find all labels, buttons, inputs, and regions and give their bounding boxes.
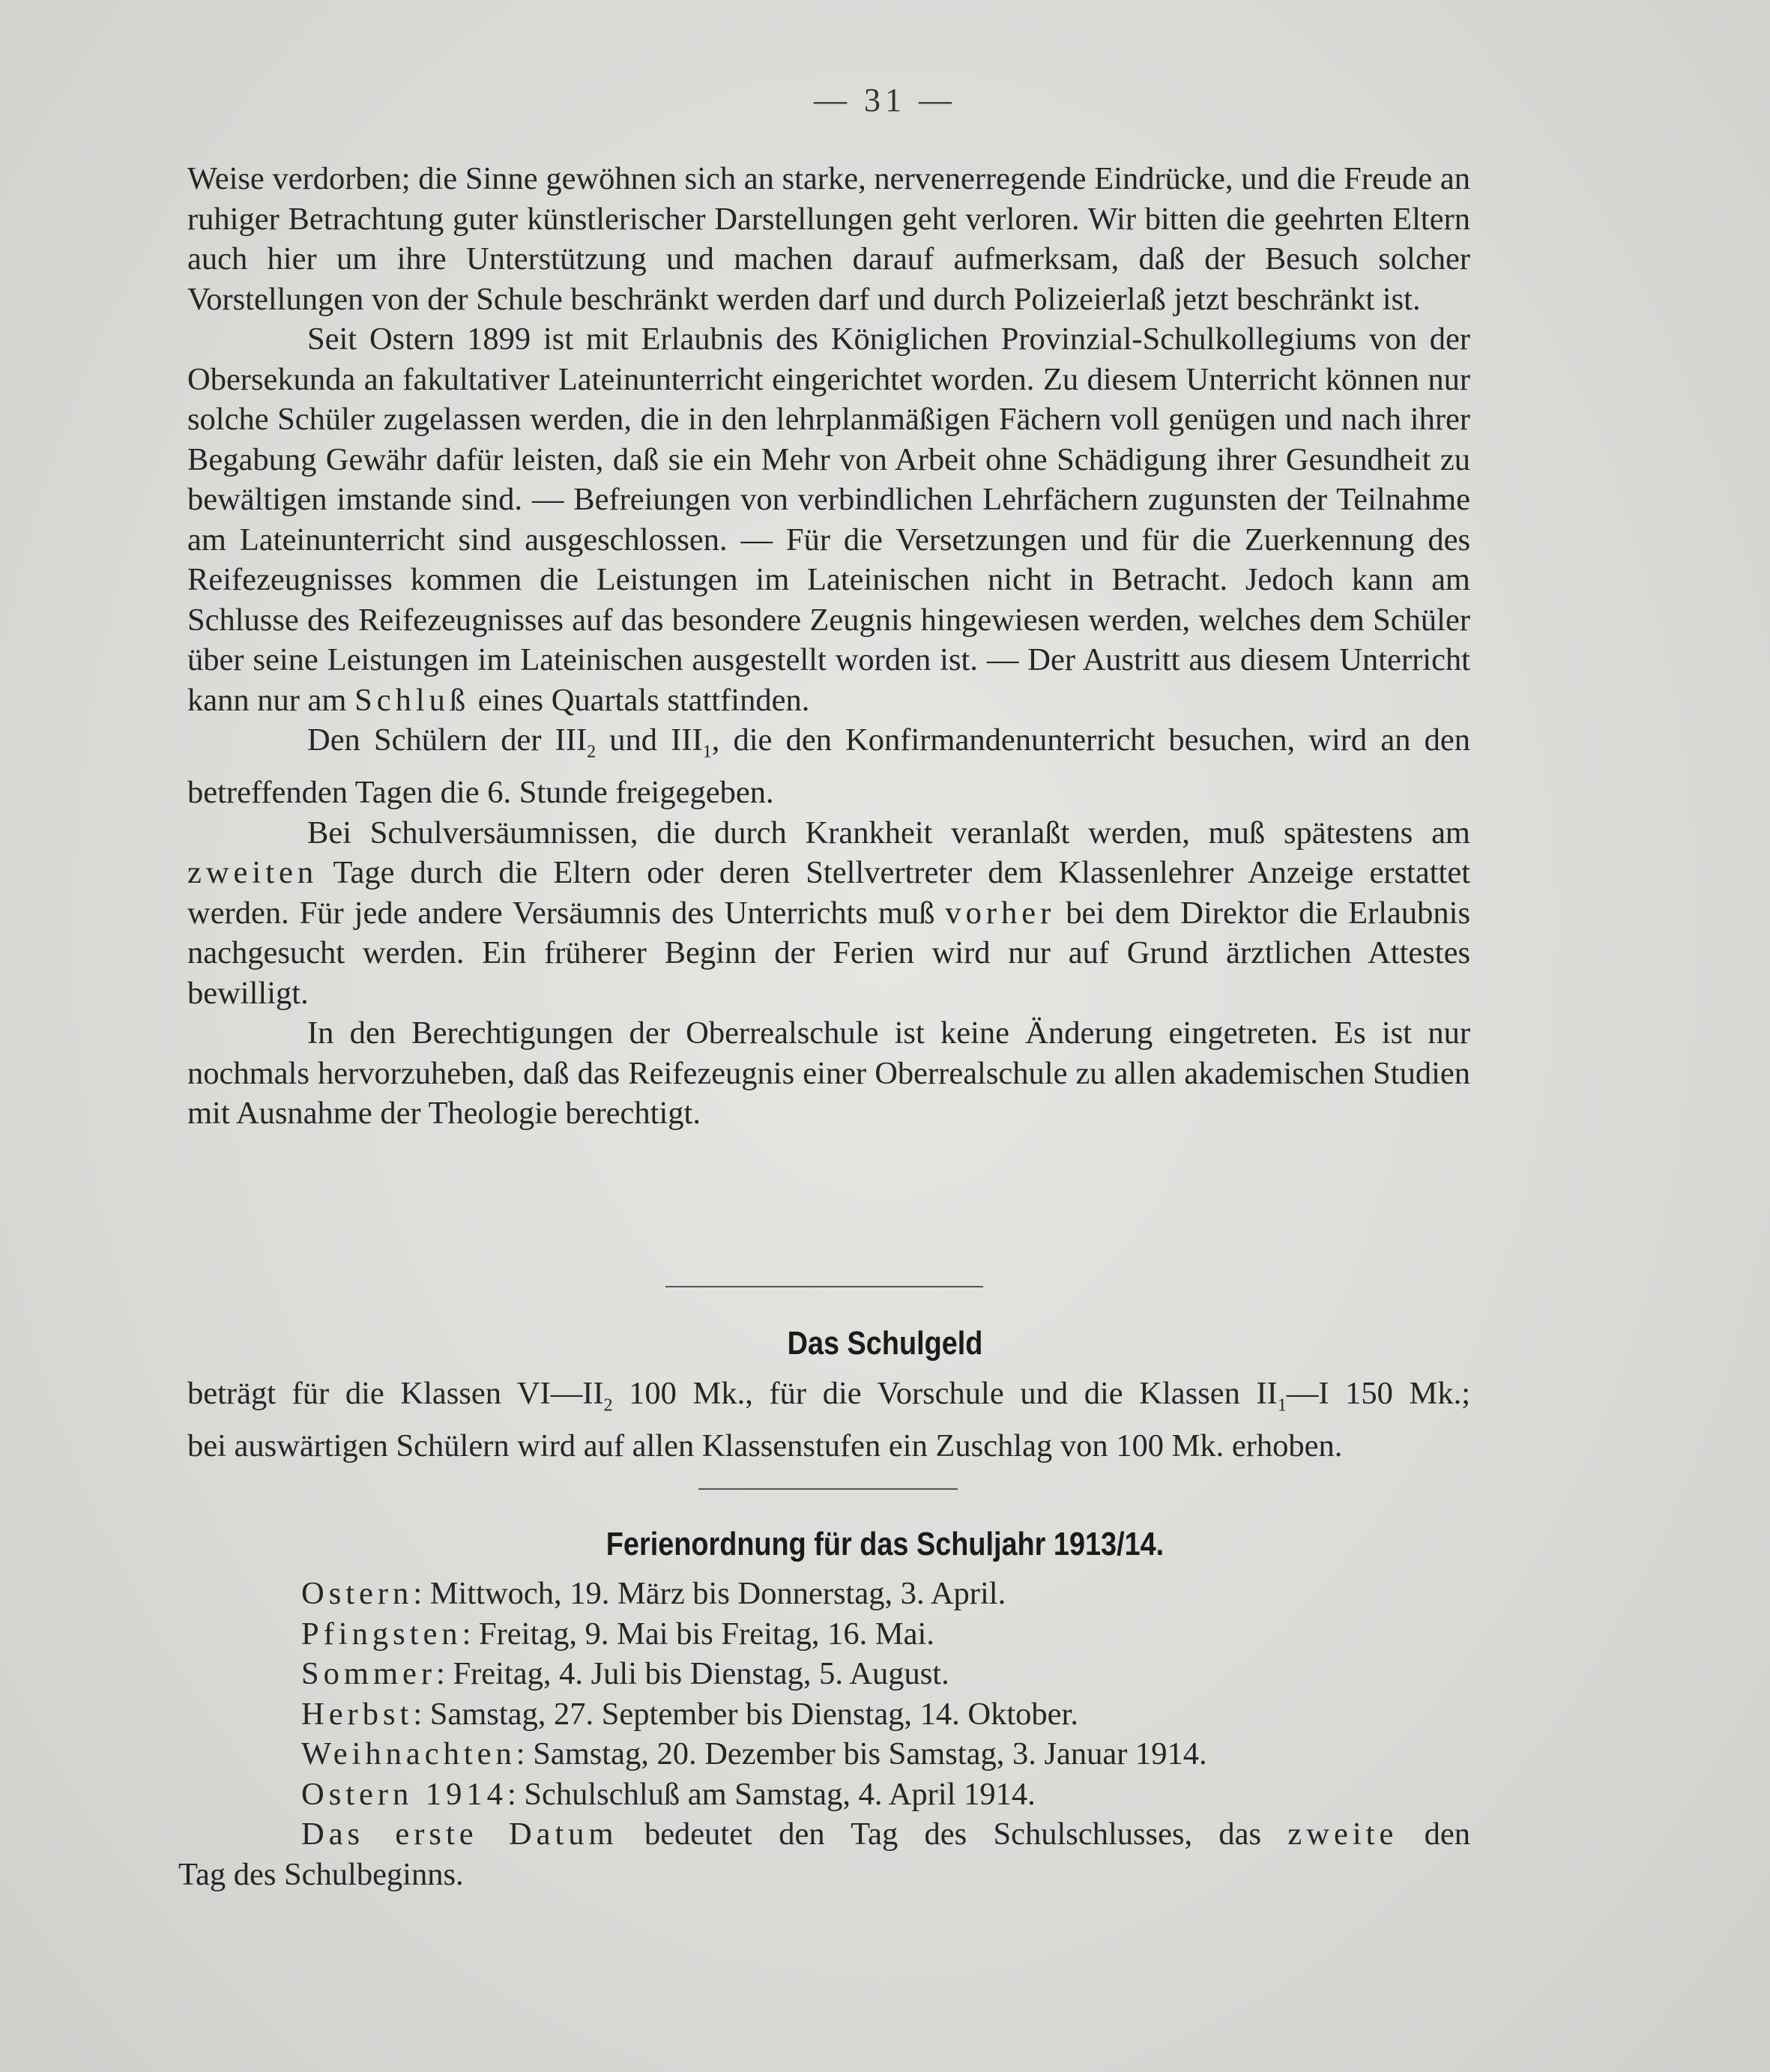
ferien-entry xyxy=(187,1614,1470,1655)
page-number: — 31 — xyxy=(814,82,956,118)
ferien-note-line-2: Tag des Schulbeginns. xyxy=(178,1856,464,1892)
schulgeld-sub-1: 2 xyxy=(603,1395,613,1416)
ferien-note-end: den xyxy=(1398,1816,1470,1852)
ferien-note-spaced-1: Das erste Datum xyxy=(301,1816,618,1852)
schulgeld-line-1-c: —I 150 Mk.; xyxy=(1286,1376,1470,1411)
paragraph-3-start: Den Schülern der III xyxy=(307,722,588,758)
ferien-note xyxy=(187,1814,1470,1855)
ferien-note-spaced-2: zweite xyxy=(1287,1816,1398,1852)
paragraph-2-spaced: Schluß xyxy=(354,682,471,718)
paragraph-3 xyxy=(187,720,1470,813)
ferien-season: Pfingsten xyxy=(301,1616,462,1652)
ferien-season: Sommer xyxy=(301,1656,437,1691)
schulgeld-line-1-b: 100 Mk., für die Vorschule und die Klassen II xyxy=(612,1376,1278,1411)
paragraph-4-spaced-1: zweiten xyxy=(187,855,318,890)
ferien-season: Ostern xyxy=(301,1576,414,1611)
ferien-dates: : Samstag, 20. Dezember bis Samstag, 3. Januar 1914. xyxy=(516,1736,1207,1772)
paragraph-2-text: Seit Ostern 1899 ist mit Erlaubnis des Königlichen Provinzial-Schulkollegiums von der Obersekunda an fakultativer Lateinunterricht eingerichtet worden. Zu diesem Unterricht können nur solche Schüler zugelassen werden, die in den lehrplanmäßigen Fächern voll genügen und nach ihrer Begabung Gewähr dafür leisten, daß sie ein Mehr von Arbeit ohne Schädigung ihrer Gesundheit zu bewältigen imstande sind. — Befreiungen von verbindlichen Lehrfächern zugunsten der Teilnahme am Lateinunterricht sind ausgeschlossen. — Für die Versetzungen und für die Zuerkennung des Reifezeugnisses kommen die Leistungen im Lateinischen nicht in Betracht. Jedoch kann am Schlusse des Reifezeugnisses auf das besondere Zeugnis hingewiesen werden, welches dem Schüler über seine Leistungen im Lateinischen ausgestellt worden ist. — Der Austritt aus diesem Unterricht kann nur am xyxy=(187,321,1470,718)
paragraph-3-mid: und III xyxy=(596,722,703,758)
paragraph-2 xyxy=(187,319,1470,720)
ferien-season: Ostern 1914 xyxy=(301,1776,507,1812)
schulgeld-text xyxy=(187,1374,1470,1467)
divider-2 xyxy=(698,1488,958,1490)
ferien-dates: : Freitag, 4. Juli bis Dienstag, 5. August. xyxy=(436,1656,949,1691)
ferien-schedule xyxy=(178,1574,1470,1894)
ferien-entry xyxy=(187,1574,1470,1614)
ferien-dates: : Samstag, 27. September bis Dienstag, 14. Oktober. xyxy=(413,1696,1078,1732)
paragraph-3-sub2: 1 xyxy=(702,742,712,762)
paragraph-4 xyxy=(187,813,1470,1014)
schulgeld-line-2: bei auswärtigen Schülern wird auf allen Klassenstufen ein Zuschlag von 100 Mk. erhoben. xyxy=(187,1428,1343,1464)
divider-1 xyxy=(665,1286,983,1287)
ferien-heading: Ferienordnung für das Schuljahr 1913/14. xyxy=(605,1526,1165,1562)
schulgeld-line-1-a: beträgt für die Klassen VI—II xyxy=(187,1376,604,1411)
ferien-dates: : Freitag, 9. Mai bis Freitag, 16. Mai. xyxy=(462,1616,934,1652)
ferien-entry xyxy=(187,1734,1470,1775)
schulgeld-line-1 xyxy=(187,1374,1470,1426)
schulgeld-sub-2: 1 xyxy=(1277,1395,1287,1416)
paragraph-4-start: Bei Schulversäumnissen, die durch Krankheit veranlaßt werden, muß spätestens am xyxy=(307,815,1470,851)
paragraph-5: In den Berechtigungen der Oberrealschule ist keine Änderung eingetreten. Es ist nur nochmals hervorzuheben, daß das Reifezeugnis einer Oberrealschule zu allen akademischen Studien mit Ausnahme der Theologie berechtigt. xyxy=(187,1015,1470,1131)
paragraph-1: Weise verdorben; die Sinne gewöhnen sich an starke, nervenerregende Eindrücke, und die Freude an ruhiger Betrachtung guter künstlerischer Darstellungen geht verloren. Wir bitten die geehrten Eltern auch hier um ihre Unterstützung und machen darauf aufmerksam, daß der Besuch solcher Vorstellungen von der Schule beschränkt werden darf und durch Polizeierlaß jetzt beschränkt ist. xyxy=(187,161,1470,317)
paragraph-4-end: bei dem Direktor die Erlaubnis nachgesucht werden. Ein früherer Beginn der Ferien wird nur auf Grund ärztlichen Attestes bewilligt. xyxy=(187,895,1471,1011)
paragraph-2-end: eines Quartals stattfinden. xyxy=(470,682,810,718)
ferien-note-mid: bedeutet den Tag des Schulschlusses, das xyxy=(617,1816,1288,1852)
ferien-entry xyxy=(187,1654,1470,1694)
ferien-season: Herbst xyxy=(301,1696,414,1732)
paragraph-4-spaced-2: vorher xyxy=(945,895,1056,931)
ferien-entry xyxy=(187,1694,1470,1735)
ferien-dates: : Mittwoch, 19. März bis Donnerstag, 3. April. xyxy=(413,1576,1006,1611)
ferien-season: Weihnachten xyxy=(301,1736,516,1772)
paragraph-4-mid: Tage durch die Eltern oder deren Stellvertreter dem Klassenlehrer Anzeige erstattet werden. Für jede andere Versäumnis des Unterrichts muß xyxy=(187,855,1470,931)
ferien-dates: : Schulschluß am Samstag, 4. April 1914. xyxy=(507,1776,1036,1812)
paragraph-3-end: , die den Konfirmandenunterricht besuchen, wird an den betreffenden Tagen die 6. Stunde freigegeben. xyxy=(187,722,1470,810)
body-text xyxy=(187,159,1470,1134)
schulgeld-heading: Das Schulgeld xyxy=(787,1325,983,1362)
ferien-entry xyxy=(187,1775,1470,1815)
paragraph-3-sub1: 2 xyxy=(587,742,596,762)
